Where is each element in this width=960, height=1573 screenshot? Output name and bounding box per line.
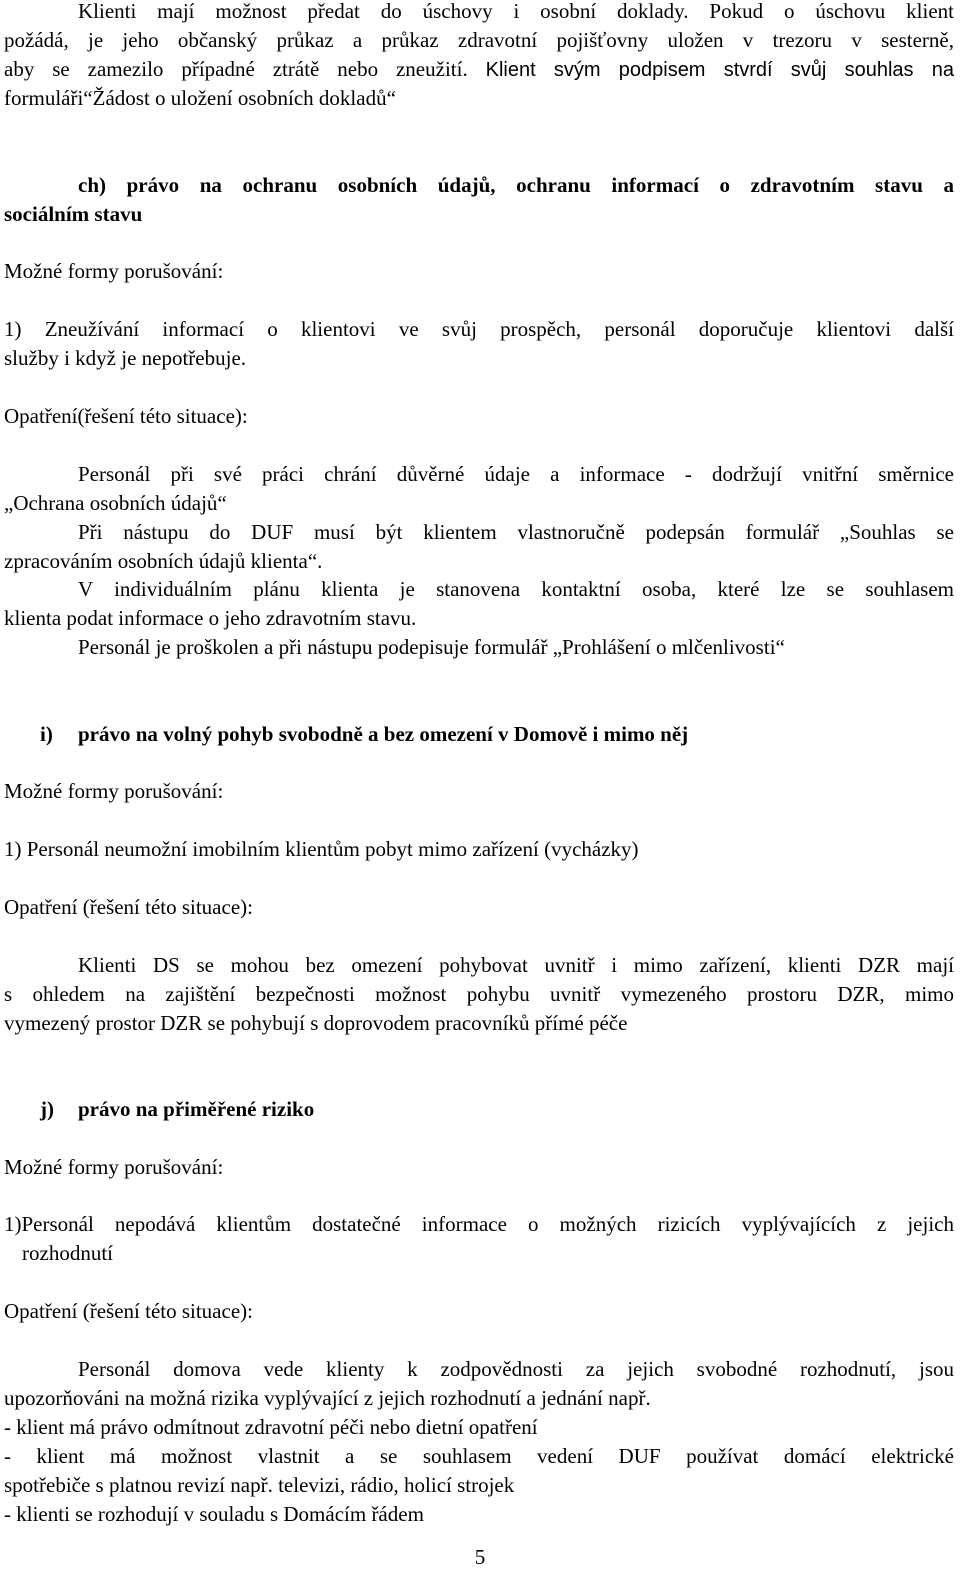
violation-item-cont: služby i když je nepotřebuje. xyxy=(4,346,247,370)
forms-label: Možné formy porušování: xyxy=(4,259,224,283)
measure-paragraph-cont: zpracováním osobních údajů klienta“. xyxy=(4,549,323,573)
measure-paragraph-cont: upozorňováni na možná rizika vyplývající z jejich rozhodnutí a jednání např. xyxy=(4,1386,651,1410)
bullet-item: - klienti se rozhodují v souladu s Domácím řádem xyxy=(4,1502,424,1526)
measure-paragraph-cont: „Ochrana osobních údajů“ xyxy=(4,491,227,515)
bullet-item: - klient má právo odmítnout zdravotní péči nebo dietní opatření xyxy=(4,1415,538,1439)
measures-label: Opatření(řešení této situace): xyxy=(4,404,248,428)
section-i-title: právo na volný pohyb svobodně a bez omezení v Domově i mimo něj xyxy=(78,722,689,746)
page-number: 5 xyxy=(474,1545,486,1569)
measures-label: Opatření (řešení této situace): xyxy=(4,1299,253,1323)
forms-label: Možné formy porušování: xyxy=(4,1155,224,1179)
measure-paragraph: V individuálním plánu klienta je stanovena kontaktní osoba, které lze se souhlasem xyxy=(78,577,954,601)
violation-item: 1) Personál neumožní imobilním klientům pobyt mimo zařízení (vycházky) xyxy=(4,837,639,861)
measure-paragraph-cont: klienta podat informace o jeho zdravotním stavu. xyxy=(4,606,417,630)
section-j-title: právo na přiměřené riziko xyxy=(78,1097,315,1121)
measure-paragraph: Personál při své práci chrání důvěrné údaje a informace - dodržují vnitřní směrnice xyxy=(78,462,954,486)
measure-paragraph: Personál domova vede klienty k zodpovědnosti za jejich svobodné rozhodnutí, jsou xyxy=(78,1357,954,1381)
section-ch-heading-cont: sociálním stavu xyxy=(4,202,143,226)
bullet-item: - klient má možnost vlastnit a se souhlasem vedení DUF používat domácí elektrické xyxy=(4,1444,954,1468)
intro-line: Klienti mají možnost předat do úschovy i osobní doklady. Pokud o úschovu klient xyxy=(78,0,954,23)
violation-item: 1)Personál nepodává klientům dostatečné informace o možných rizicích vyplývajících z jejich xyxy=(4,1212,954,1236)
measure-paragraph-cont: s ohledem na zajištění bezpečnosti možnost pohybu uvnitř vymezeného prostoru DZR, mimo xyxy=(4,982,954,1006)
measure-paragraph-cont: vymezený prostor DZR se pohybují s doprovodem pracovníků přímé péče xyxy=(4,1011,628,1035)
section-i-heading xyxy=(40,720,954,749)
measure-paragraph: Klienti DS se mohou bez omezení pohybovat uvnitř i mimo zařízení, klienti DZR mají xyxy=(78,953,954,977)
section-i-label: i) xyxy=(40,722,53,746)
forms-label: Možné formy porušování: xyxy=(4,779,224,803)
measure-paragraph: Personál je proškolen a při nástupu podepisuje formulář „Prohlášení o mlčenlivosti“ xyxy=(78,635,785,659)
intro-line: formuláři“Žádost o uložení osobních dokladů“ xyxy=(4,86,396,110)
intro-line: aby se zamezilo případné ztrátě nebo zneužití. Klient svým podpisem stvrdí svůj souhlas na xyxy=(4,57,954,81)
violation-item-cont: rozhodnutí xyxy=(22,1241,113,1265)
measures-label: Opatření (řešení této situace): xyxy=(4,895,253,919)
bullet-item-cont: spotřebiče s platnou revizí např. televizi, rádio, holicí strojek xyxy=(4,1473,515,1497)
violation-item: 1) Zneužívání informací o klientovi ve svůj prospěch, personál doporučuje klientovi další xyxy=(4,317,954,341)
section-ch-heading: ch) právo na ochranu osobních údajů, ochranu informací o zdravotním stavu a xyxy=(78,173,954,197)
section-j-heading xyxy=(40,1095,954,1124)
section-j-label: j) xyxy=(40,1097,54,1121)
intro-line: požádá, je jeho občanský průkaz a průkaz zdravotní pojišťovny uložen v trezoru v sesterně, xyxy=(4,28,954,52)
measure-paragraph: Při nástupu do DUF musí být klientem vlastnoručně podepsán formulář „Souhlas se xyxy=(78,520,954,544)
